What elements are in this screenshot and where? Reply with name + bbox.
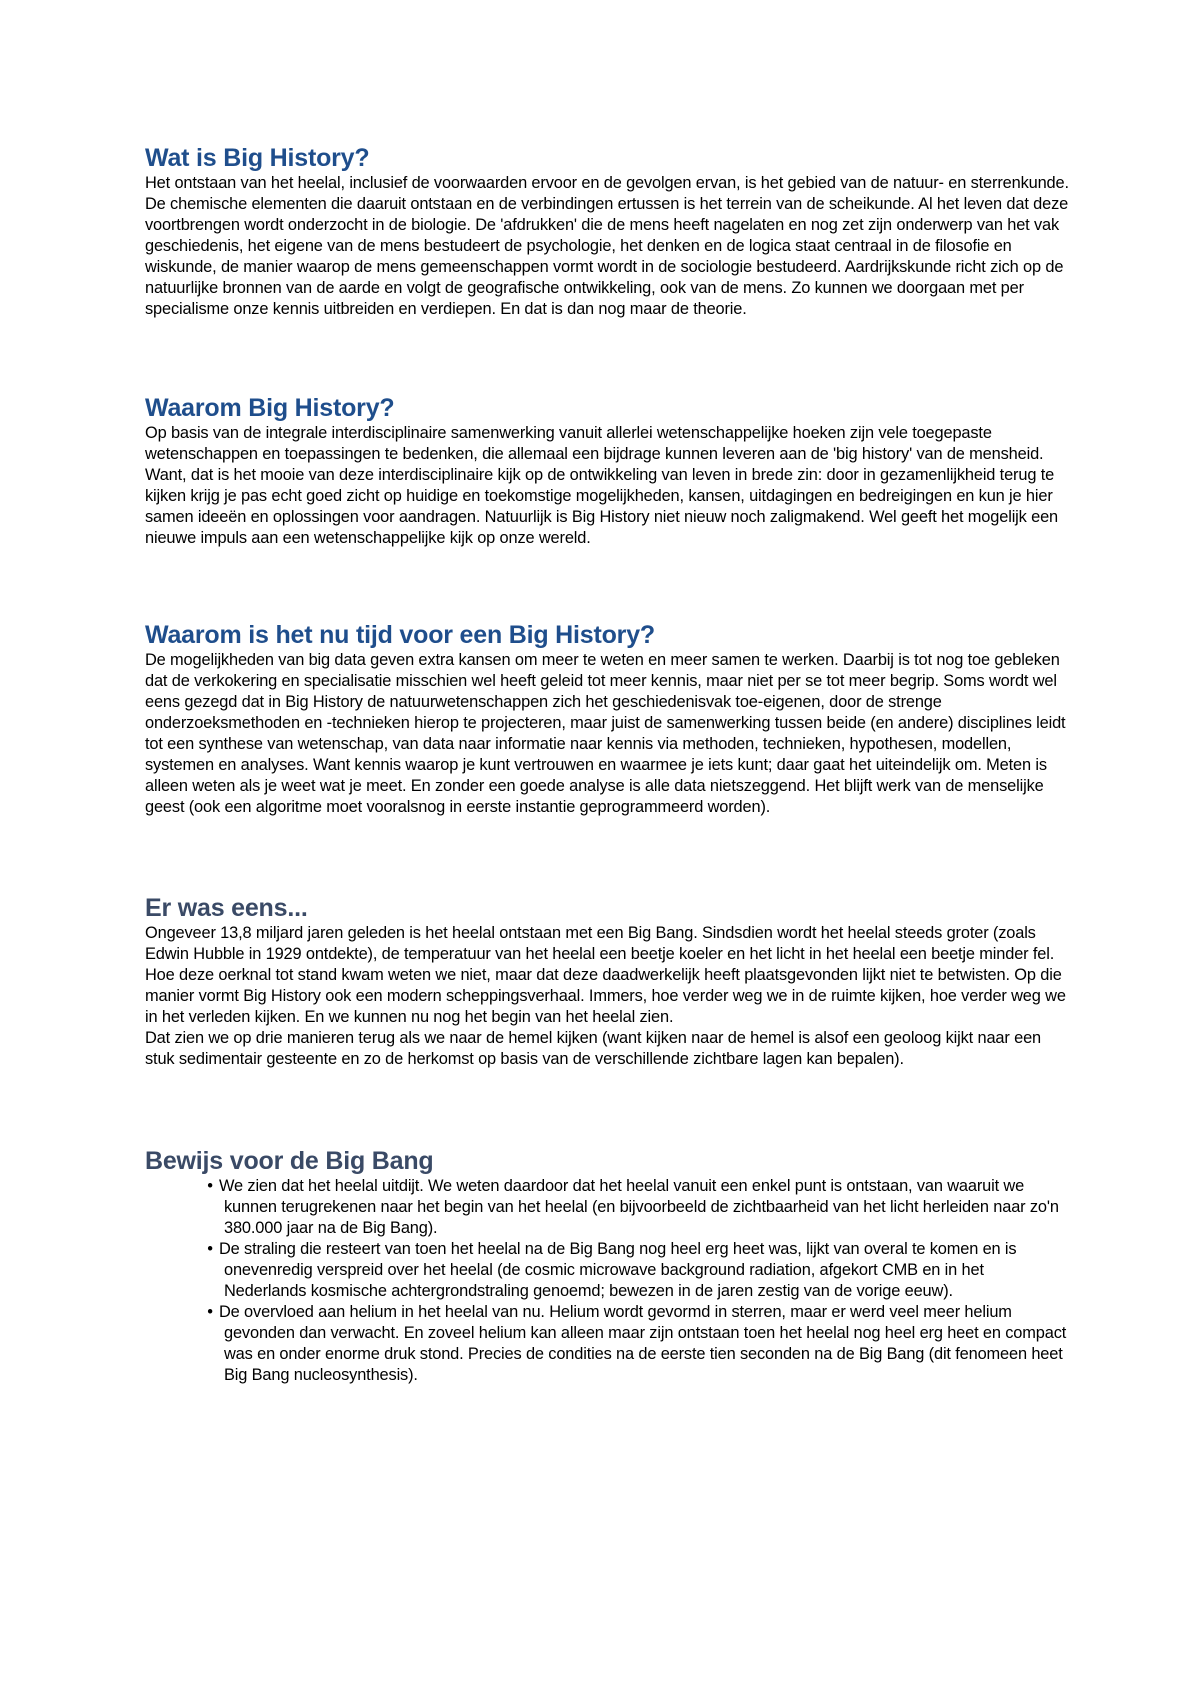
section-waarom-nu-tijd <box>145 620 1070 818</box>
list-item <box>201 1176 1070 1239</box>
list-item <box>201 1239 1070 1302</box>
paragraph: Het ontstaan van het heelal, inclusief de voorwaarden ervoor en de gevolgen ervan, is het gebied van de natuur- en sterrenkunde. De chemische elementen die daaruit ontstaan en de verbindingen ertussen is het terrein van de scheikunde. Al het leven dat deze voortbrengen wordt onderzocht in de biologie. De 'afdrukken' die de mens heeft nagelaten en nog zet zijn onderwerp van het vak geschiedenis, het eigene van de mens bestudeert de psychologie, het denken en de logica staat centraal in de filosofie en wiskunde, de manier waarop de mens gemeenschappen vormt wordt in de sociologie bestudeerd. Aardrijkskunde richt zich op de natuurlijke bronnen van de aarde en volgt de geografische ontwikkeling, ook van de mens. Zo kunnen we doorgaan met per specialisme onze kennis uitbreiden en verdiepen. En dat is dan nog maar de theorie. <box>145 174 1069 318</box>
heading-wat-is-big-history: Wat is Big History? <box>145 144 370 172</box>
paragraph: De mogelijkheden van big data geven extra kansen om meer te weten en meer samen te werken. Daarbij is tot nog toe gebleken dat de verkokering en specialisatie misschien wel heeft geleid tot meer kennis, maar niet per se tot meer begrip. Soms wordt wel eens gezegd dat in Big History de natuurwetenschappen zich het geschiedenisvak toe-eigenen, door de strenge onderzoeksmethoden en -technieken hierop te projecteren, maar juist de samenwerking tussen beide (en andere) disciplines leidt tot een synthese van wetenschap, van data naar informatie naar kennis via methoden, technieken, hypothesen, modellen, systemen en analyses. Want kennis waarop je kunt vertrouwen en waarmee je iets kunt; daar gaat het uiteindelijk om. Meten is alleen weten als je weet wat je meet. En zonder een goede analyse is alle data nietszeggend. Het blijft werk van de menselijke geest (ook een algoritme moet vooralsnog in eerste instantie geprogrammeerd worden). <box>145 651 1066 816</box>
list-item-text: We zien dat het heelal uitdijt. We weten daardoor dat het heelal vanuit een enkel punt is ontstaan, van waaruit we kunnen terugrekenen naar het begin van het heelal (en bijvoorbeeld de zichtbaarheid van het licht herleiden naar zo'n 380.000 jaar na de Big Bang). <box>219 1177 1059 1237</box>
paragraph: Ongeveer 13,8 miljard jaren geleden is het heelal ontstaan met een Big Bang. Sindsdien wordt het heelal steeds groter (zoals Edwin Hubble in 1929 ontdekte), de temperatuur van het heelal een beetje koeler en het licht in het heelal een beetje minder fel. Hoe deze oerknal tot stand kwam weten we niet, maar dat deze daadwerkelijk heeft plaatsgevonden lijkt niet te betwisten. Op die manier vormt Big History ook een modern scheppingsverhaal. Immers, hoe verder weg we in de ruimte kijken, hoe verder weg we in het verleden kijken. En we kunnen nu nog het begin van het heelal zien. <box>145 924 1066 1026</box>
paragraph: Op basis van de integrale interdisciplinaire samenwerking vanuit allerlei wetenschappelijke hoeken zijn vele toegepaste wetenschappen en toepassingen te bedenken, die allemaal een bijdrage kunnen leveren aan de 'big history' van de mensheid. Want, dat is het mooie van deze interdisciplinaire kijk op de ontwikkeling van leven in brede zin: door in gezamenlijkheid terug te kijken krijg je pas echt goed zicht op huidige en toekomstige mogelijkheden, kansen, uitdagingen en bedreigingen en kun je hier samen ideeën en oplossingen voor aandragen. Natuurlijk is Big History niet nieuw noch zaligmakend. Wel geeft het mogelijk een nieuwe impuls aan een wetenschappelijke kijk op onze wereld. <box>145 424 1059 547</box>
heading-er-was-eens: Er was eens... <box>145 894 308 922</box>
heading-waarom-nu-tijd: Waarom is het nu tijd voor een Big History? <box>145 621 655 649</box>
section-wat-is-big-history <box>145 143 1070 320</box>
paragraph: Dat zien we op drie manieren terug als we naar de hemel kijken (want kijken naar de hemel is alsof een geoloog kijkt naar een stuk sedimentair gesteente en zo de herkomst op basis van de verschillende zichtbare lagen kan bepalen). <box>145 1029 1041 1068</box>
section-waarom-big-history <box>145 393 1070 549</box>
bullet-icon: • <box>207 1303 213 1321</box>
list-item <box>201 1302 1070 1386</box>
section-er-was-eens <box>145 893 1070 1070</box>
heading-waarom-big-history: Waarom Big History? <box>145 394 395 422</box>
section-bewijs-big-bang <box>145 1146 1070 1386</box>
bullet-icon: • <box>207 1177 213 1195</box>
list-item-text: De straling die resteert van toen het heelal na de Big Bang nog heel erg heet was, lijkt van overal te komen en is onevenredig verspreid over het heelal (de cosmic microwave background radiation, afgekort CMB en in het Nederlands kosmische achtergrondstraling genoemd; bewezen in de jaren zestig van de vorige eeuw). <box>219 1240 1017 1300</box>
list-item-text: De overvloed aan helium in het heelal van nu. Helium wordt gevormd in sterren, maar er werd veel meer helium gevonden dan verwacht. En zoveel helium kan alleen maar zijn ontstaan toen het heelal nog heel erg heet en compact was en onder enorme druk stond. Precies de condities na de eerste tien seconden na de Big Bang (dit fenomeen heet Big Bang nucleosynthesis). <box>219 1303 1067 1384</box>
heading-bewijs-big-bang: Bewijs voor de Big Bang <box>145 1147 434 1175</box>
evidence-list <box>145 1176 1070 1386</box>
bullet-icon: • <box>207 1240 213 1258</box>
